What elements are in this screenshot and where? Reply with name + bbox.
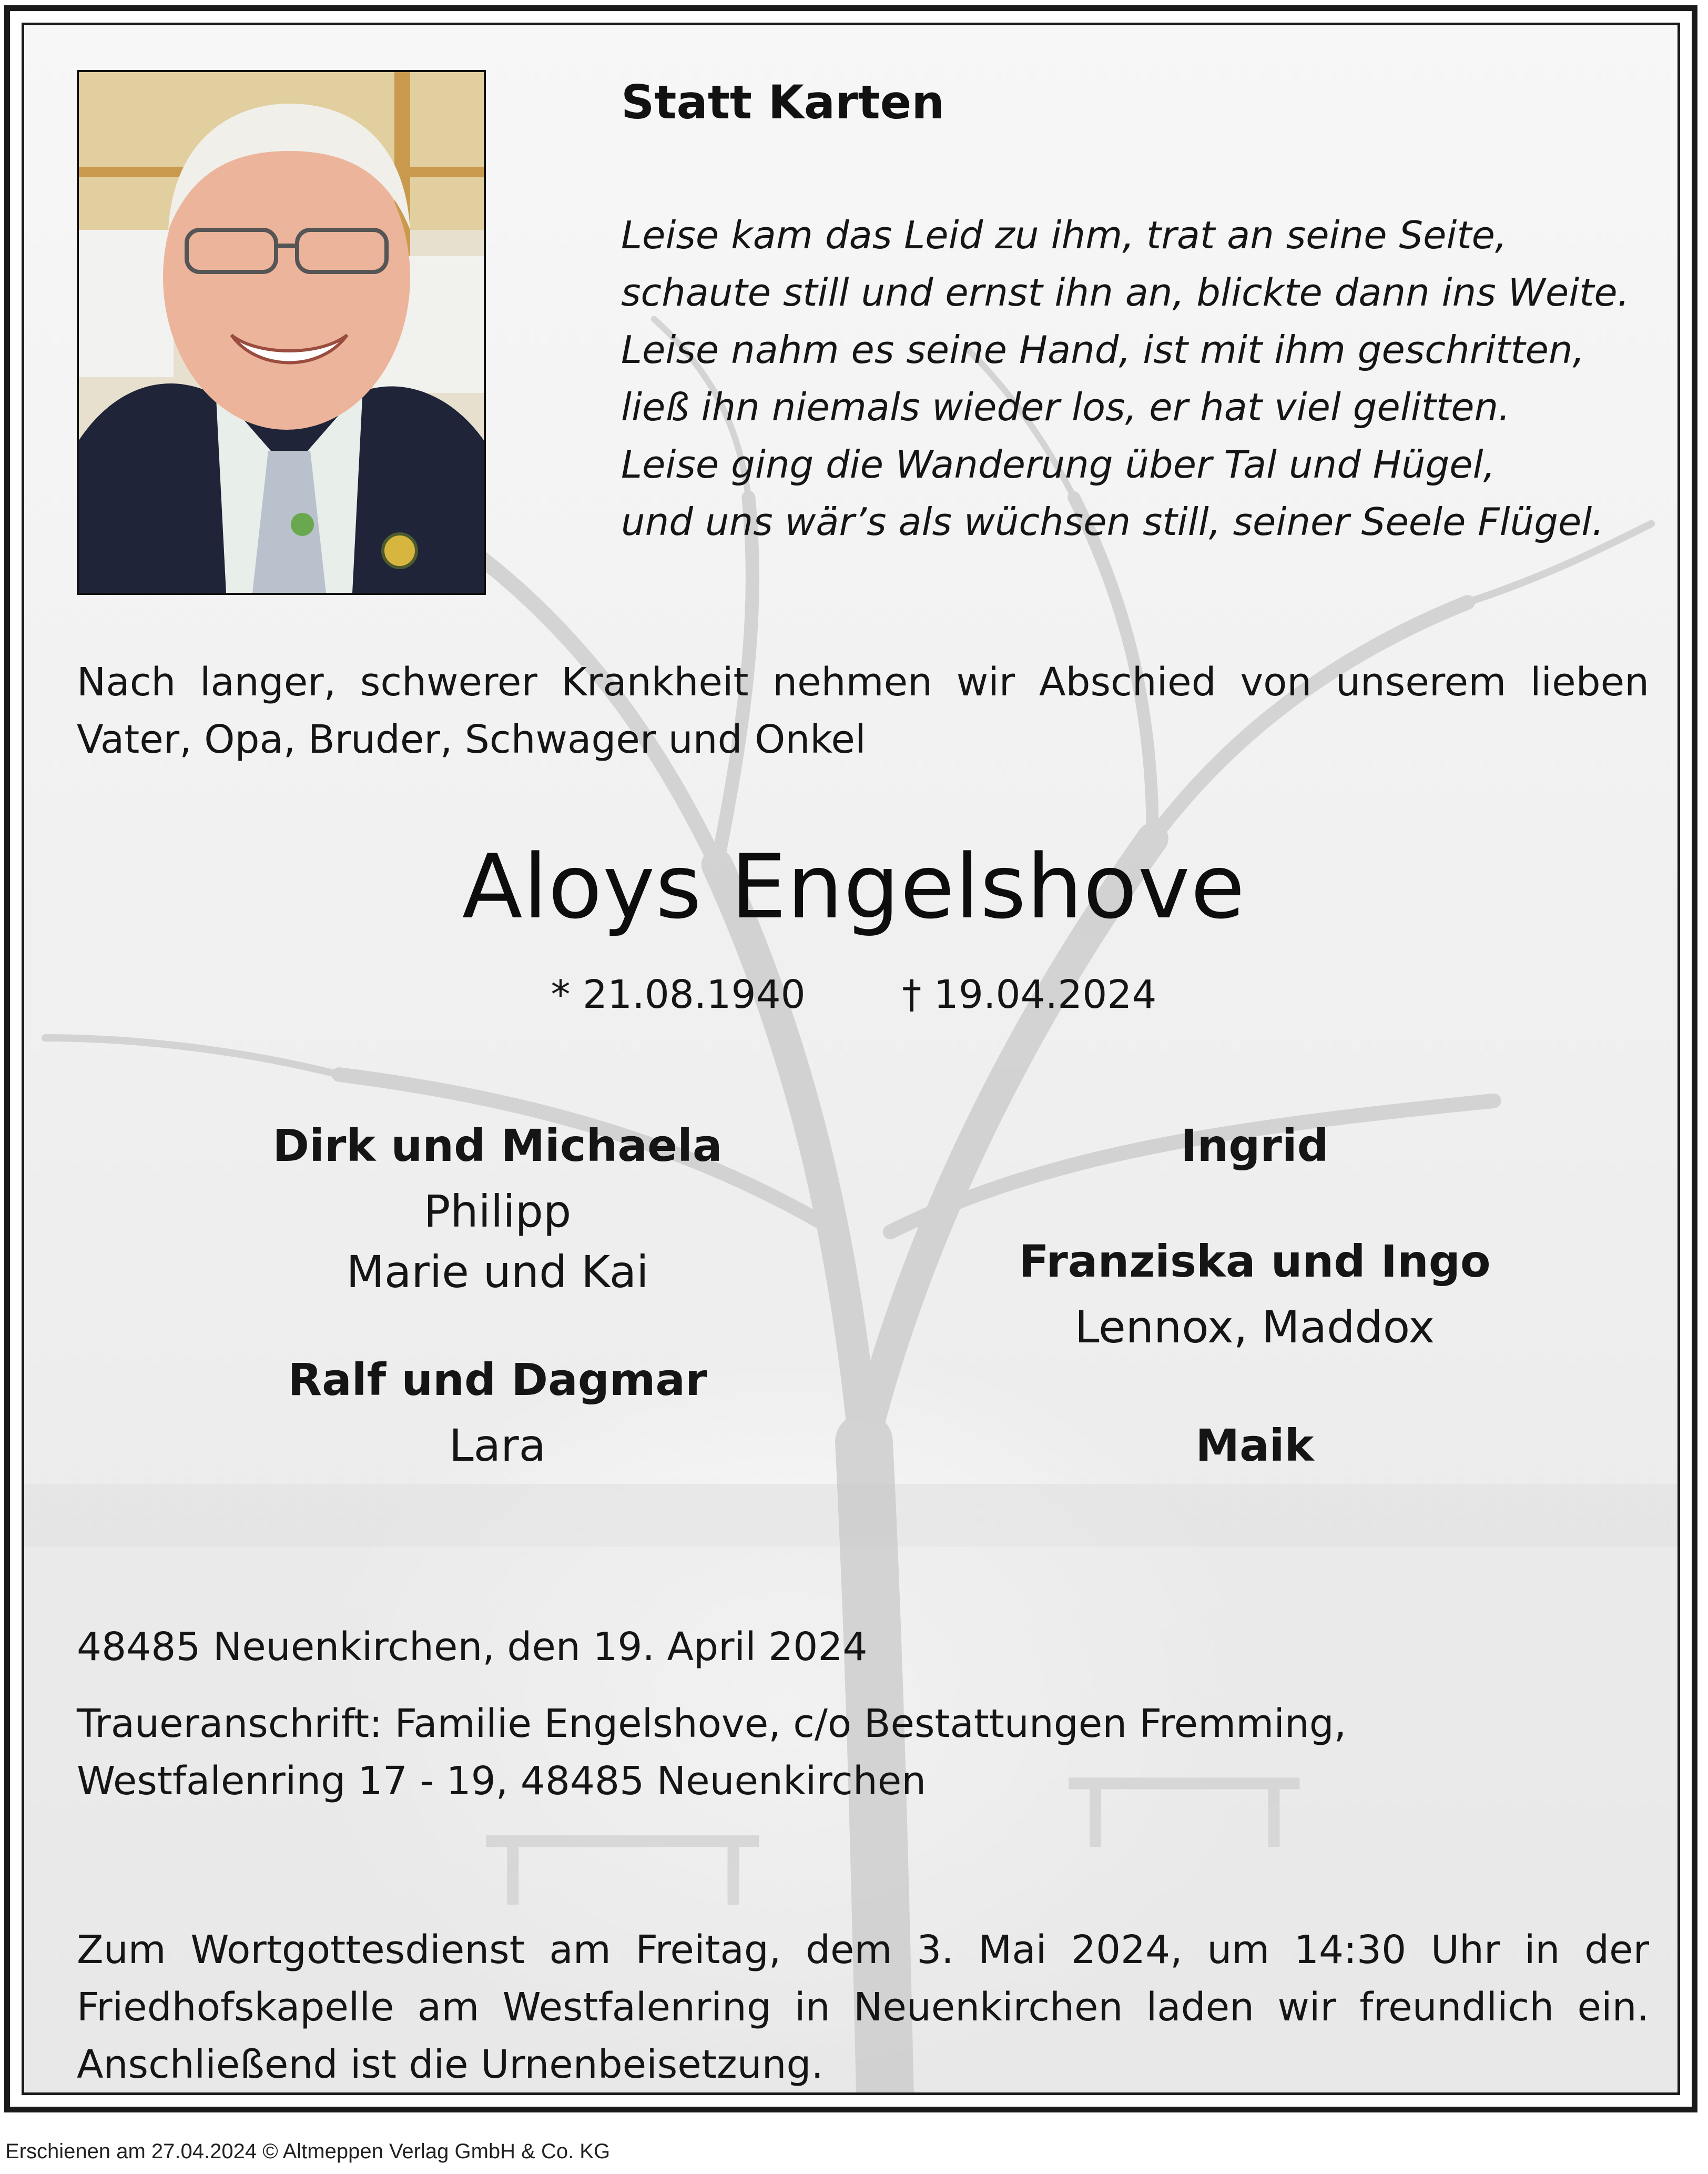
intro-line-1: Nach langer, schwerer Krankheit nehmen wir Abschied von unserem lieben (77, 660, 1649, 705)
statt-karten-heading: Statt Karten (621, 75, 944, 129)
birth-date: * 21.08.1940 (551, 972, 806, 1017)
family-left-name: Ralf und Dagmar (288, 1354, 707, 1405)
poem-line: schaute still und ernst ihn an, blickte dann ins Weite. (621, 270, 1630, 315)
portrait-photo (77, 70, 486, 595)
service-line-1: Zum Wortgottesdienst am Freitag, dem 3. Mai 2024, um 14:30 Uhr in der (77, 1927, 1649, 1973)
place-date: 48485 Neuenkirchen, den 19. April 2024 (77, 1624, 868, 1670)
family-right-name: Ingrid (1181, 1120, 1329, 1171)
life-dates (24, 972, 1680, 1017)
publication-footer: Erschienen am 27.04.2024 © Altmeppen Verlag GmbH & Co. KG (5, 2140, 611, 2163)
poem-line: Leise kam das Leid zu ihm, trat an seine Seite, (621, 213, 1507, 257)
family-right-name: Franziska und Ingo (1019, 1236, 1491, 1287)
poem-line: Leise nahm es seine Hand, ist mit ihm geschritten, (621, 328, 1585, 372)
family-left-name: Dirk und Michaela (272, 1120, 723, 1171)
poem-line: und uns wär’s als wüchsen still, seiner Seele Flügel. (621, 500, 1604, 544)
family-left-name: Philipp (423, 1186, 572, 1237)
service-info (77, 1922, 1649, 2094)
poem-line: Leise ging die Wanderung über Tal und Hügel, (621, 442, 1496, 487)
death-date: † 19.04.2024 (902, 972, 1157, 1017)
poem (621, 207, 1673, 551)
intro-line-2: Vater, Opa, Bruder, Schwager und Onkel (77, 717, 866, 762)
family-left-name: Lara (449, 1420, 546, 1471)
service-line-3: Anschließend ist die Urnenbeisetzung. (77, 2042, 824, 2087)
family-right-name: Maik (1195, 1420, 1314, 1471)
address-line-2: Westfalenring 17 - 19, 48485 Neuenkirchen (77, 1758, 927, 1804)
notice-inner-frame (22, 23, 1680, 2095)
family-right-name: Lennox, Maddox (1074, 1301, 1435, 1353)
notice-outer-frame (4, 5, 1697, 2112)
address-line-1: Traueranschrift: Familie Engelshove, c/o Bestattungen Fremming, (77, 1701, 1347, 1746)
intro-text (77, 654, 1654, 769)
mourning-address (77, 1695, 1346, 1810)
poem-line: ließ ihn niemals wieder los, er hat viel gelitten. (621, 385, 1511, 429)
deceased-name: Aloys Engelshove (462, 835, 1246, 938)
family-left-name: Marie und Kai (346, 1246, 649, 1298)
service-line-2: Friedhofskapelle am Westfalenring in Neuenkirchen laden wir freundlich ein. (77, 1985, 1649, 2030)
